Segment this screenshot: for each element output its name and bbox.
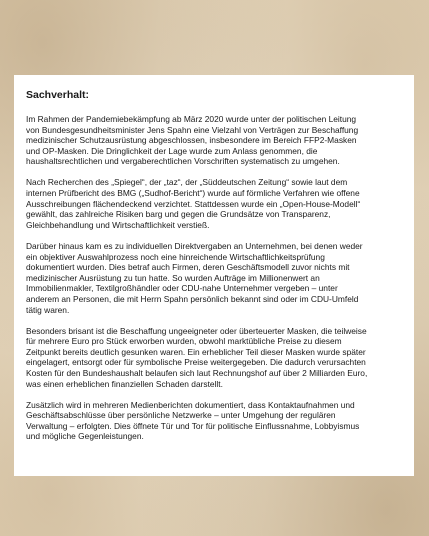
paragraph-2: Nach Recherchen des „Spiegel“, der „taz“, der „Süddeutschen Zeitung“ sowie laut dem internen Prüfbericht des BMG („Sudhof-Bericht“) wurde auf förmliche Verfahren wie offene Ausschreibungen flächendeckend verzichtet. Stattdessen wurde ein „Open-House-Modell“ gewählt, das zahlreiche Risiken barg und gegen die Grundsätze von Transparenz, Gleichbehandlung und Wirtschaftlichkeit verstieß. <box>26 177 361 230</box>
paragraph-5: Zusätzlich wird in mehreren Medienberichten dokumentiert, dass Kontaktaufnahmen und Geschäftsabschlüsse über persönliche Netzwerke – unter Umgehung der regulären Verwaltung – erfolgten. Dies öffnete Tür und Tor für politische Einflussnahme, Lobbyismus und mögliche Gegenleistungen. <box>26 399 360 442</box>
section-heading: Sachverhalt: <box>26 89 90 101</box>
document-page <box>14 75 414 476</box>
paragraph-1: Im Rahmen der Pandemiebekämpfung ab März 2020 wurde unter der politischen Leitung von Bundesgesundheitsminister Jens Spahn eine Vielzahl von Verträgen zur Beschaffung medizinischer Schutzausrüstung abgeschlossen, insbesondere im Bereich FFP2-Masken und OP-Masken. Die Dringlichkeit der Lage wurde zum Anlass genommen, die haushaltsrechtlichen und vergaberechtlichen Vorschriften systematisch zu umgehen. <box>26 114 359 167</box>
paragraph-3: Darüber hinaus kam es zu individuellen Direktvergaben an Unternehmen, bei denen weder ein objektiver Auswahlprozess noch eine hinreichende Wirtschaftlichkeitsprüfung dokumentiert wurden. Dies betraf auch Firmen, deren Geschäftsmodell zuvor nichts mit medizinischer Ausrüstung zu tun hatte. So wurden Aufträge im Millionenwert an Immobilienmakler, Textilgroßhändler oder CDU-nahe Unternehmer vergeben – unter anderem an Personen, die mit Herrn Spahn persönlich bekannt sind oder im CDU-Umfeld tätig waren. <box>26 240 363 315</box>
paragraph-4: Besonders brisant ist die Beschaffung ungeeigneter oder überteuerter Masken, die teilweise für mehrere Euro pro Stück erworben wurden, obwohl marktübliche Preise zu diesem Zeitpunkt bereits deutlich gesunken waren. Ein erheblicher Teil dieser Masken wurde später eingelagert, entsorgt oder für symbolische Preise weitergegeben. Die dadurch verursachten Kosten für den Bundeshaushalt belaufen sich laut Rechnungshof auf über 2 Milliarden Euro, was einen erheblichen finanziellen Schaden darstellt. <box>26 325 368 389</box>
